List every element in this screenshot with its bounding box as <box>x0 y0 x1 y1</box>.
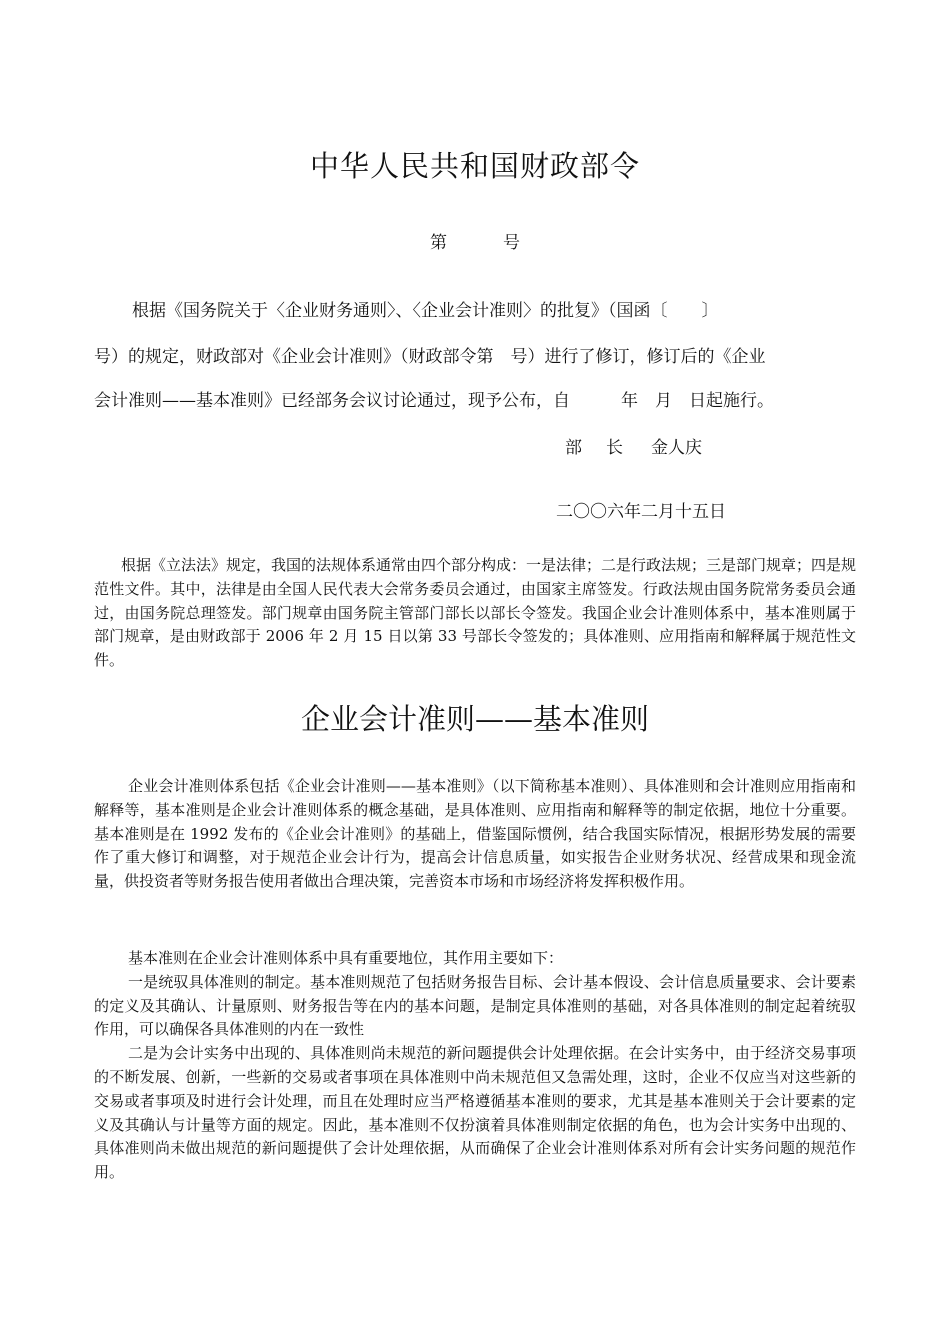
decree-body-line-1: 根据《国务院关于〈企业财务通则〉、〈企业会计准则〉的批复》（国函〔 〕 <box>132 301 719 321</box>
roles-lead-paragraph: 基本准则在企业会计准则体系中具有重要地位，其作用主要如下： <box>128 949 564 967</box>
decree-title: 中华人民共和国财政部令 <box>309 149 640 183</box>
decree-date: 二〇〇六年二月十五日 <box>556 502 726 522</box>
role-1-paragraph: 一是统驭具体准则的制定。基本准则规范了包括财务报告目标、会计基本假设、会计信息质量要求、会计要素的定义及其确认、计量原则、财务报告等在内的基本问题，是制定具体准则的基础，对各具体准则的制定起着统驭作用，可以确保各具体准则的内在一致性 <box>94 972 856 1039</box>
legal-system-note: 根据《立法法》规定，我国的法规体系通常由四个部分构成：一是法律；二是行政法规；三是部门规章；四是规范性文件。其中，法律是由全国人民代表大会常务委员会通过，由国家主席签发。行政法规由国务院常务委员会通过，由国务院总理签发。部门规章由国务院主管部门部长以部长令签发。我国企业会计准则体系中，基本准则属于部门规章，是由财政部于 2006 年 2 月 15 日以第 33 号部长令签发的；具体准则、应用指南和解释属于规范性文件。 <box>94 556 857 670</box>
signer-title-part-1: 部 <box>565 438 582 458</box>
decree-body-line-3: 会计准则——基本准则》已经部务会议讨论通过，现予公布，自 年 月 日起施行。 <box>94 391 774 411</box>
role-2-paragraph: 二是为会计实务中出现的、具体准则尚未规范的新问题提供会计处理依据。在会计实务中，由于经济交易事项的不断发展、创新，一些新的交易或者事项在具体准则中尚未规范但又急需处理，这时，企业不仅应当对这些新的交易或者事项及时进行会计处理，而且在处理时应当严格遵循基本准则的要求，尤其是基本准则关于会计要素的定义及其确认与计量等方面的规定。因此，基本准则不仅扮演着具体准则制定依据的角色，也为会计实务中出现的、具体准则尚未做出规范的新问题提供了会计处理依据，从而确保了企业会计准则体系对所有会计实务问题的规范作用。 <box>94 1044 856 1182</box>
roles-block <box>94 947 856 1185</box>
section-title: 企业会计准则——基本准则 <box>300 702 649 736</box>
decree-number-prefix: 第 <box>430 233 447 253</box>
decree-body-line-2: 号）的规定，财政部对《企业会计准则》（财政部令第 号）进行了修订，修订后的《企业 <box>94 347 766 367</box>
decree-signer <box>565 433 702 458</box>
decree-number-suffix: 号 <box>503 233 520 253</box>
decree-number <box>0 228 950 253</box>
signer-name: 金人庆 <box>651 438 702 458</box>
section-intro-paragraph: 企业会计准则体系包括《企业会计准则——基本准则》（以下简称基本准则）、具体准则和会计准则应用指南和解释等，基本准则是企业会计准则体系的概念基础，是具体准则、应用指南和解释等的制定依据，地位十分重要。基本准则是在 1992 发布的《企业会计准则》的基础上，借鉴国际惯例，结合我国实际情况，根据形势发展的需要作了重大修订和调整，对于规范企业会计行为，提高会计信息质量，如实报告企业财务状况、经营成果和现金流量，供投资者等财务报告使用者做出合理决策，完善资本市场和市场经济将发挥积极作用。 <box>94 777 856 891</box>
signer-title-part-2: 长 <box>606 438 623 458</box>
